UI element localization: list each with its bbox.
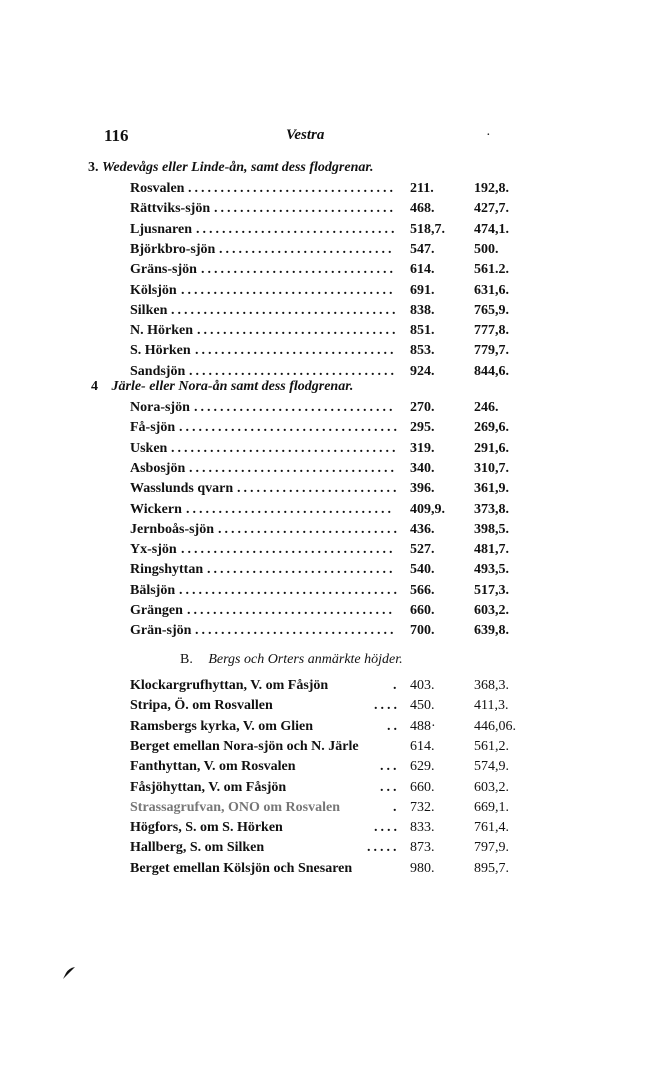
table-row [0, 678, 647, 698]
height-value-1: 700. [410, 623, 435, 639]
table-row [0, 759, 647, 779]
page-header [0, 126, 647, 150]
height-value-1: 396. [410, 481, 435, 497]
place-name: Fåsjöhyttan, V. om Fåsjön [130, 779, 287, 795]
place-name: Bälsjön [130, 582, 176, 598]
table-row [0, 820, 647, 840]
height-value-1: 540. [410, 562, 435, 578]
section-b-letter: B. [180, 652, 193, 667]
height-value-2: 373,8. [474, 501, 509, 517]
height-value-1: 629. [410, 759, 435, 775]
dot-leader: ............................. [207, 562, 396, 578]
height-value-2: 895,7. [474, 860, 509, 876]
table-row [0, 719, 647, 739]
running-head: Vestra [286, 127, 325, 143]
height-value-2: 246. [474, 400, 499, 415]
dot-leader: ............................ [214, 201, 396, 217]
table-row [0, 441, 647, 461]
height-value-1: 295. [410, 420, 435, 436]
dot-leader: ......................... [237, 481, 400, 497]
height-value-2: 574,9. [474, 759, 509, 775]
place-name: Ringshyttan [130, 562, 204, 578]
section-3-number: 3. [88, 160, 99, 175]
dot-leader: ............................... [194, 400, 396, 415]
place-name: N. Hörken [130, 323, 193, 339]
height-value-2: 517,3. [474, 582, 509, 598]
place-name: Gräns-sjön [130, 262, 197, 278]
height-value-1: 851. [410, 323, 435, 339]
dot-leader: ................................ [188, 181, 396, 196]
height-value-1: 409,9. [410, 501, 445, 517]
height-value-1: 732. [410, 799, 435, 815]
table-row [0, 780, 647, 800]
table-row [0, 623, 647, 643]
dot-leader: ............................ [218, 521, 400, 537]
height-value-1: 980. [410, 860, 435, 876]
height-value-1: 468. [410, 201, 435, 217]
height-value-2: 797,9. [474, 840, 509, 856]
height-value-1: 527. [410, 542, 435, 558]
place-name: Högfors, S. om S. Hörken [130, 820, 283, 836]
height-value-2: 493,5. [474, 562, 509, 578]
height-value-2: 500. [474, 241, 499, 257]
table-row [0, 583, 647, 603]
height-value-2: 398,5. [474, 521, 509, 537]
table-row [0, 861, 647, 881]
table-row [0, 262, 647, 282]
dot-leader: ................................ [189, 363, 397, 379]
dot-leader: ............................... [197, 323, 399, 339]
height-value-2: 474,1. [474, 221, 509, 237]
dot-leader: ................................... [171, 302, 399, 318]
height-value-1: 319. [410, 440, 435, 456]
place-name: Rosvalen [130, 181, 185, 196]
dot-leader: .................................. [179, 582, 400, 598]
height-value-2: 765,9. [474, 302, 509, 318]
height-value-2: 269,6. [474, 420, 509, 436]
table-row [0, 303, 647, 323]
height-value-1: 833. [410, 820, 435, 836]
table-row [0, 698, 647, 718]
table-row [0, 481, 647, 501]
place-name: Berget emellan Kölsjön och Snesaren [130, 860, 353, 876]
ink-mark-icon [62, 966, 76, 980]
table-row [0, 542, 647, 562]
height-value-1: 853. [410, 343, 435, 359]
place-name: Hallberg, S. om Silken [130, 840, 265, 856]
height-value-2: 291,6. [474, 440, 509, 456]
section-b-title: Bergs och Orters anmärkte höjder. [208, 652, 403, 667]
height-value-1: 450. [410, 698, 435, 714]
table-row [0, 522, 647, 542]
place-name: Yx-sjön [130, 542, 177, 558]
height-value-2: 481,7. [474, 542, 509, 558]
table-row [0, 603, 647, 623]
dot-leader: .............................. [201, 262, 396, 278]
height-value-1: 691. [410, 282, 435, 298]
height-value-2: 427,7. [474, 201, 509, 217]
height-value-2: 779,7. [474, 343, 509, 359]
print-speck: · [486, 128, 491, 143]
height-value-1: 547. [410, 241, 435, 257]
place-name: Få-sjön [130, 420, 176, 436]
table-row [0, 201, 647, 221]
height-value-2: 639,8. [474, 623, 509, 639]
height-value-1: 340. [410, 460, 435, 476]
dot-leader: ... [380, 779, 400, 795]
height-value-2: 561,2. [474, 738, 509, 754]
dot-leader: ................................. [181, 542, 396, 558]
height-value-2: 761,4. [474, 820, 509, 836]
height-value-1: 924. [410, 363, 435, 379]
height-value-1: 660. [410, 603, 435, 618]
height-value-2: 361,9. [474, 481, 509, 497]
height-value-2: 603,2. [474, 603, 509, 618]
table-row [0, 242, 647, 262]
dot-leader: ........................... [219, 241, 395, 257]
place-name: Sandsjön [130, 363, 186, 379]
place-name: Strassagrufvan, ONO om Rosvalen [130, 799, 341, 815]
place-name: Fanthyttan, V. om Rosvalen [130, 759, 296, 775]
height-value-1: 614. [410, 262, 435, 278]
table-row [0, 400, 647, 420]
place-name: Usken [130, 440, 168, 456]
height-value-2: 368,3. [474, 678, 509, 693]
height-value-1: 270. [410, 400, 435, 415]
height-value-2: 446,06. [474, 718, 516, 734]
place-name: Björkbro-sjön [130, 241, 216, 257]
section-b-heading [180, 652, 403, 668]
place-name: Berget emellan Nora-sjön och N. Järle [130, 738, 359, 754]
height-value-2: 844,6. [474, 363, 509, 379]
table-row [0, 840, 647, 860]
height-value-1: 873. [410, 840, 435, 856]
dot-leader: . [393, 799, 400, 815]
place-name: Stripa, Ö. om Rosvallen [130, 698, 273, 714]
table-row [0, 420, 647, 440]
section-3-heading [88, 160, 374, 176]
dot-leader: ................................ [186, 501, 394, 517]
dot-leader: ................................. [181, 282, 396, 298]
dot-leader: ............................... [196, 221, 398, 237]
dot-leader: ................................ [187, 603, 395, 618]
place-name: Rättviks-sjön [130, 201, 211, 217]
height-value-2: 669,1. [474, 799, 509, 815]
table-row [0, 222, 647, 242]
table-row [0, 502, 647, 522]
page-number: 116 [104, 126, 129, 145]
dot-leader: ............................... [195, 623, 397, 639]
dot-leader: ............................... [195, 343, 397, 359]
dot-leader: .. [387, 718, 400, 734]
height-value-1: 518,7. [410, 221, 445, 237]
place-name: Asbosjön [130, 460, 186, 476]
height-value-1: 660. [410, 779, 435, 795]
place-name: Nora-sjön [130, 400, 190, 415]
table-row [0, 562, 647, 582]
place-name: Grän-sjön [130, 623, 192, 639]
height-value-1: 566. [410, 582, 435, 598]
place-name: Ljusnaren [130, 221, 192, 237]
section-4-title: Järle- eller Nora-ån samt dess flodgrenar. [111, 379, 354, 394]
place-name: Klockargrufhyttan, V. om Fåsjön [130, 678, 329, 693]
table-row [0, 283, 647, 303]
table-row [0, 343, 647, 363]
place-name: Jernboås-sjön [130, 521, 215, 537]
dot-leader: .................................. [179, 420, 400, 436]
place-name: S. Hörken [130, 343, 191, 359]
dot-leader: ... [380, 759, 400, 775]
height-value-1: 488· [410, 718, 436, 734]
height-value-2: 631,6. [474, 282, 509, 298]
dot-leader: .... [374, 698, 400, 714]
dot-leader: .... [374, 820, 400, 836]
place-name: Wasslunds qvarn [130, 481, 234, 497]
table-row [0, 800, 647, 820]
height-value-2: 561.2. [474, 262, 509, 278]
height-value-1: 403. [410, 678, 435, 693]
height-value-2: 411,3. [474, 698, 509, 714]
table-row [0, 181, 647, 201]
height-value-1: 211. [410, 181, 434, 196]
height-value-2: 603,2. [474, 779, 509, 795]
place-name: Kölsjön [130, 282, 177, 298]
dot-leader: . [393, 678, 400, 693]
table-row [0, 461, 647, 481]
table-row [0, 323, 647, 343]
section-3-title: Wedevågs eller Linde-ån, samt dess flodgrenar. [102, 160, 374, 175]
table-row [0, 739, 647, 759]
dot-leader: ................................... [171, 440, 399, 456]
dot-leader: ..... [367, 840, 400, 856]
place-name: Ramsbergs kyrka, V. om Glien [130, 718, 314, 734]
height-value-1: 614. [410, 738, 435, 754]
place-name: Grängen [130, 603, 183, 618]
height-value-2: 310,7. [474, 460, 509, 476]
height-value-1: 838. [410, 302, 435, 318]
section-4-number: 4 [91, 379, 98, 394]
height-value-2: 192,8. [474, 181, 509, 196]
place-name: Wickern [130, 501, 182, 517]
height-value-2: 777,8. [474, 323, 509, 339]
height-value-1: 436. [410, 521, 435, 537]
dot-leader: ................................ [189, 460, 397, 476]
place-name: Silken [130, 302, 168, 318]
section-4-heading [91, 379, 353, 395]
